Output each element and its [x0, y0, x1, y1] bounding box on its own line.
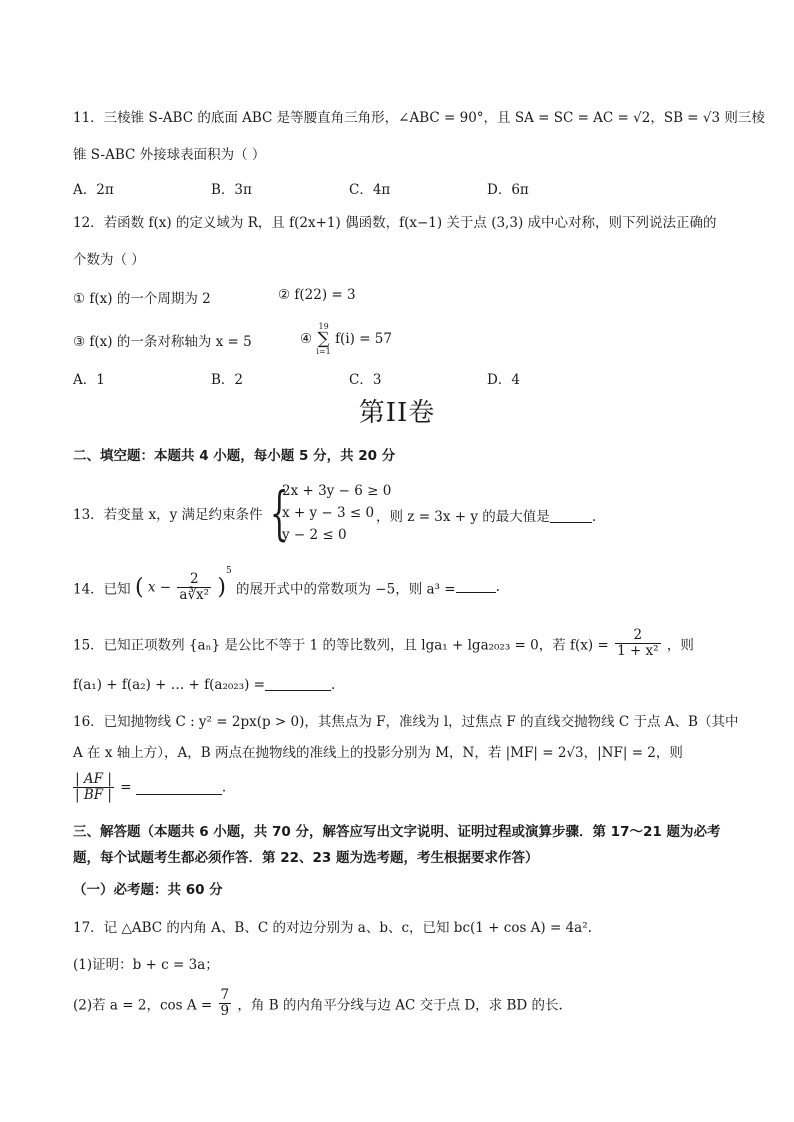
q14-x: x	[147, 579, 156, 596]
q11-stem-line1: 11．三棱锥 S-ABC 的底面 ABC 是等腰直角三角形，∠ABC = 90°，且 SA = SC = AC = √2，SB = √3 则三棱	[73, 110, 765, 126]
q13-answer-blank	[550, 508, 592, 523]
sigma-lower: i=1	[316, 347, 331, 356]
q13-suffix-group	[376, 505, 596, 525]
q12-s4-body: f(i) = 57	[335, 331, 392, 347]
q16-answer-blank	[136, 780, 222, 795]
q11-option-b: B．3π	[211, 182, 252, 198]
q14-period: .	[495, 579, 500, 595]
required-heading: （一）必考题：共 60 分	[73, 882, 223, 898]
q14-exponent: 5	[225, 566, 232, 576]
q14-prefix: 14．已知	[73, 581, 131, 598]
q13-prefix: 13．若变量 x，y 满足约束条件	[73, 507, 263, 523]
q12-option-c: C．3	[349, 372, 382, 388]
q13-constraint-1: 2x + 3y − 6 ≥ 0	[282, 483, 392, 499]
q17-part2-prefix: (2)若 a = 2，cos A =	[73, 997, 213, 1014]
q12-option-d: D．4	[487, 372, 520, 388]
q13-period: .	[591, 509, 597, 525]
q16-line2: A 在 x 轴上方），A，B 两点在抛物线的准线上的投影分别为 M，N，若 |MF| = 2√3，|NF| = 2，则	[73, 745, 683, 761]
q11-option-a: A．2π	[73, 182, 114, 198]
left-brace-icon: {	[270, 479, 289, 547]
q15-line2-text: f(a₁) + f(a₂) + … + f(a₂₀₂₃) =	[73, 677, 265, 693]
q17-stem: 17．记 △ABC 的内角 A、B、C 的对边分别为 a、b、c，已知 bc(1 + cos A) = 4a².	[73, 920, 592, 936]
q14-fraction	[177, 572, 211, 603]
q14-suffix: 的展开式中的常数项为 −5，则 a³ =	[236, 581, 456, 598]
q12-stem-line2: 个数为（ ）	[73, 252, 145, 268]
q15-line1-prefix: 15．已知正项数列 {aₙ} 是公比不等于 1 的等比数列，且 lga₁ + lga₂₀₂₃ = 0，若 f(x) =	[73, 637, 609, 654]
section-2-title: 第II卷	[358, 398, 436, 428]
q13-constraint-2: x + y − 3 ≤ 0	[282, 505, 375, 521]
q15-period: .	[331, 677, 336, 693]
q11-option-c: C．4π	[349, 182, 391, 198]
q17-frac-num: 7	[220, 987, 230, 1003]
q16-fraction	[73, 772, 114, 803]
q17-frac-den: 9	[220, 1003, 230, 1019]
q16-period: .	[221, 779, 227, 796]
q15-line1-suffix: ，则	[666, 637, 694, 654]
q13-suffix: ，则 z = 3x + y 的最大值是	[376, 509, 550, 525]
q16-frac-num: | AF |	[75, 771, 112, 787]
q14-frac-num: 2	[189, 571, 199, 587]
q12-statement-2: ② f(22) = 3	[278, 287, 356, 303]
q14-answer-blank	[456, 578, 496, 593]
q13-constraint-3: y − 2 ≤ 0	[282, 527, 347, 543]
q12-statement-4	[300, 322, 392, 356]
q15-fraction	[615, 628, 661, 659]
left-paren-icon: (	[134, 575, 144, 600]
q17-part2-suffix: ，角 B 的内角平分线与边 AC 交于点 D，求 BD 的长.	[237, 997, 563, 1014]
fill-in-heading: 二、填空题：本题共 4 小题，每小题 5 分，共 20 分	[73, 448, 396, 464]
q16-frac-den: | BF |	[75, 787, 112, 803]
q17-part1: (1)证明：b + c = 3a；	[73, 957, 219, 973]
right-paren-icon: )	[217, 575, 226, 600]
answer-heading-line2: 题，每个试题考生都必须作答．第 22、23 题为选考题，考生根据要求作答）	[73, 850, 539, 866]
q12-statement-3: ③ f(x) 的一条对称轴为 x = 5	[73, 334, 252, 350]
sigma-icon: ∑	[317, 329, 330, 349]
q12-option-a: A．1	[73, 372, 105, 388]
q12-s4-prefix: ④	[300, 331, 317, 347]
q14-frac-den: a∛x²	[179, 587, 210, 603]
answer-heading-line1: 三、解答题（本题共 6 小题，共 70 分，解答应写出文字说明、证明过程或演算步骤．第 17～21 题为必考	[73, 824, 721, 840]
q12-stem-line1: 12．若函数 f(x) 的定义域为 R，且 f(2x+1) 偶函数，f(x−1) 关于点 (3,3) 成中心对称，则下列说法正确的	[73, 215, 717, 231]
sigma-symbol	[316, 322, 330, 356]
q15-line1	[73, 628, 694, 659]
q16-line1: 16．已知抛物线 C : y² = 2px(p > 0)，其焦点为 F，准线为 l，过焦点 F 的直线交抛物线 C 于点 A、B（其中	[73, 714, 739, 730]
q15-answer-blank	[265, 676, 331, 691]
q12-option-b: B．2	[211, 372, 244, 388]
q12-statement-1: ① f(x) 的一个周期为 2	[73, 291, 211, 307]
q11-option-d: D．6π	[487, 182, 529, 198]
q16-line3	[73, 772, 226, 803]
q17-fraction	[219, 988, 232, 1019]
q14-line	[73, 566, 500, 603]
sigma-upper: 19	[318, 322, 329, 331]
q17-part2	[73, 988, 563, 1019]
q14-minus: −	[159, 579, 172, 596]
q15-frac-num: 2	[633, 627, 643, 643]
q15-line2	[73, 676, 335, 693]
q15-frac-den: 1 + x²	[617, 643, 659, 659]
q11-stem-line2: 锥 S-ABC 外接球表面积为（ ）	[73, 147, 266, 163]
q16-eq: =	[120, 779, 132, 796]
